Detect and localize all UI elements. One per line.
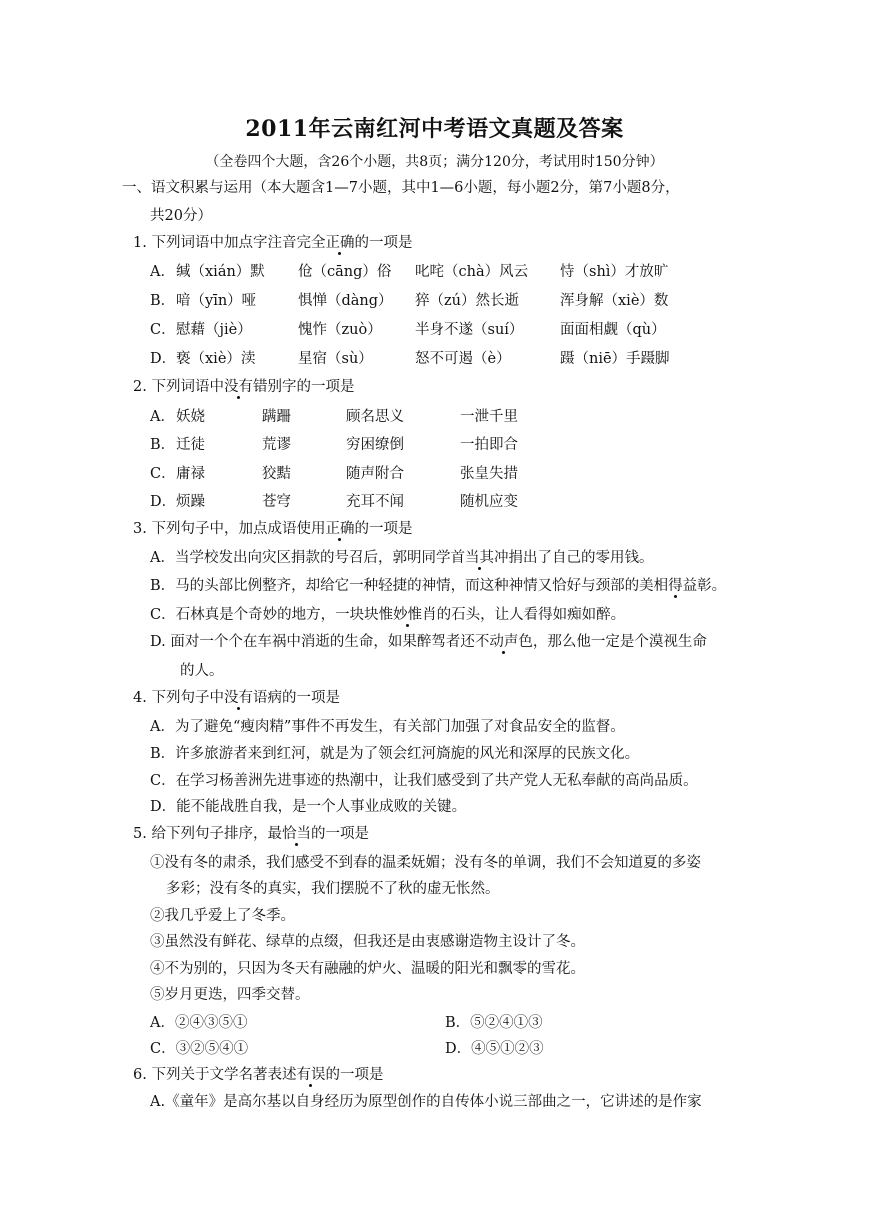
page-title: 2011年云南红河中考语文真题及答案: [245, 116, 624, 142]
question-6-option-a: A.《童年》是高尔基以自身经历为原型创作的自传体小说三部曲之一，它讲述的是作家: [150, 1094, 702, 1110]
question-4-option-a: A．为了避免“瘦肉精”事件不再发生，有关部门加强了对食品安全的监督。: [150, 719, 625, 735]
question-5-sentence-4: ④不为别的，只因为冬天有融融的炉火、温暖的阳光和飘零的雪花。: [150, 961, 585, 977]
question-2: 2. 下列词语中没有错别字的一项是: [133, 379, 355, 395]
question-3-option-a: A．当学校发出向灾区捐款的号召后，郭明同学首当其冲捐出了自己的零用钱。: [150, 550, 654, 566]
question-3-option-c: C．石林真是个奇妙的地方，一块块惟妙惟肖的石头，让人看得如痴如醉。: [150, 607, 626, 623]
exam-info: （全卷四个大题，含26个小题，共8页；满分120分，考试用时150分钟）: [205, 154, 664, 170]
question-4: 4. 下列句子中没有语病的一项是: [133, 690, 340, 706]
question-3-option-d-cont: 的人。: [180, 663, 224, 679]
question-4-option-b: B．许多旅游者来到红河，就是为了领会红河旖旎的风光和深厚的民族文化。: [150, 746, 640, 762]
question-3-option-d: D. 面对一个个在车祸中消逝的生命，如果醉驾者还不动声色，那么他一定是个漠视生命: [150, 634, 707, 650]
question-3-option-b: B．马的头部比例整齐，却给它一种轻捷的神情，而这种神情又恰好与颈部的美相得益彰。: [150, 578, 727, 594]
question-5-option-d: D．④⑤①②③: [445, 1041, 544, 1057]
question-5-sentence-3: ③虽然没有鲜花、绿草的点缀，但我还是由衷感谢造物主设计了冬。: [150, 934, 585, 950]
question-5-option-c: C．③②⑤④①: [150, 1041, 249, 1057]
question-5: 5. 给下列句子排序，最恰当的一项是: [133, 826, 369, 842]
question-5-sentence-1-cont: 多彩；没有冬的真实，我们摆脱不了秋的虚无怅然。: [166, 881, 500, 897]
section-heading-cont: 共20分）: [150, 208, 212, 224]
question-1: 1. 下列词语中加点字注音完全正确的一项是: [133, 235, 413, 251]
question-5-option-b: B．⑤②④①③: [445, 1015, 543, 1031]
question-4-option-c: C．在学习杨善洲先进事迹的热潮中，让我们感受到了共产党人无私奉献的高尚品质。: [150, 773, 698, 789]
question-5-sentence-5: ⑤岁月更迭，四季交替。: [150, 987, 310, 1003]
question-6: 6. 下列关于文学名著表述有误的一项是: [133, 1067, 384, 1083]
question-5-sentence-1: ①没有冬的肃杀，我们感受不到春的温柔妩媚；没有冬的单调，我们不会知道夏的多姿: [150, 855, 701, 871]
document-page: 2011年云南红河中考语文真题及答案 （全卷四个大题，含26个小题，共8页；满分120分，考试用时150分钟） 一、语文积累与运用（本大题含1—7小题，其中1—6小题，每小题2分，第7小题8分， 共20分） 1. 下列词语中加点字注音完全正确的一项是 A． 缄（xián）默 伧（cāng）俗 叱咤（chà）风云 恃（shì）才放旷 B． 喑（yīn）哑 惧惮（dàng） 猝（zú）然长逝 浑身解（xiè）数 C． 慰藉（jiè） 愧怍（zuò） 半身不遂（suí） 面面相觑（qù） D． 亵（xiè）渎 星宿（sù） 怒不可遏（è） 蹑（niē）手蹑脚 2. 下列词语中没有错别字的一项是 A． 妖娆 蹒跚 顾名思义 一泄千里 B． 迁徒 荒谬 穷困缭倒 一拍即合 C． 庸禄 狡黠 随声附合 张皇失措 D． 烦躁 苍穹 充耳不闻 随机应变 3. 下列句子中，加点成语使用正确的一项是 A．当学校发出向灾区捐款的号召后，郭明同学首当其冲捐出了自己的零用钱。 B．马的头部比例整齐，却给它一种轻捷的神情，而这种神情又恰好与颈部的美相得益彰。 C．石林真是个奇妙的地方，一块块惟妙惟肖的石头，让人看得如痴如醉。 D. 面对一个个在车祸中消逝的生命，如果醉驾者还不动声色，那么他一定是个漠视生命 的人。 4. 下列句子中没有语病的一项是 A．为了避免“瘦肉精”事件不再发生，有关部门加强了对食品安全的监督。 B．许多旅游者来到红河，就是为了领会红河旖旎的风光和深厚的民族文化。 C．在学习杨善洲先进事迹的热潮中，让我们感受到了共产党人无私奉献的高尚品质。 D．能不能战胜自我，是一个人事业成败的关键。 5. 给下列句子排序，最恰当的一项是 ①没有冬的肃杀，我们感受不到春的温柔妩媚；没有冬的单调，我们不会知道夏的多姿 多彩；没有冬的真实，我们摆脱不了秋的虚无怅然。 ②我几乎爱上了冬季。 ③虽然没有鲜花、绿草的点缀，但我还是由衷感谢造物主设计了冬。 ④不为别的，只因为冬天有融融的炉火、温暖的阳光和飘零的雪花。 ⑤岁月更迭，四季交替。 A．②④③⑤① B．⑤②④①③ C．③②⑤④① D．④⑤①②③ 6. 下列关于文学名著表述有误的一项是 A.《童年》是高尔基以自身经历为原型创作的自传体小说三部曲之一，它讲述的是作家: [0, 0, 869, 1228]
section-heading: 一、语文积累与运用（本大题含1—7小题，其中1—6小题，每小题2分，第7小题8分，: [122, 180, 680, 196]
question-5-option-a: A．②④③⑤①: [150, 1015, 248, 1031]
question-4-option-d: D．能不能战胜自我，是一个人事业成败的关键。: [150, 799, 467, 815]
question-5-sentence-2: ②我几乎爱上了冬季。: [150, 908, 295, 924]
question-3: 3. 下列句子中，加点成语使用正确的一项是: [133, 521, 413, 537]
